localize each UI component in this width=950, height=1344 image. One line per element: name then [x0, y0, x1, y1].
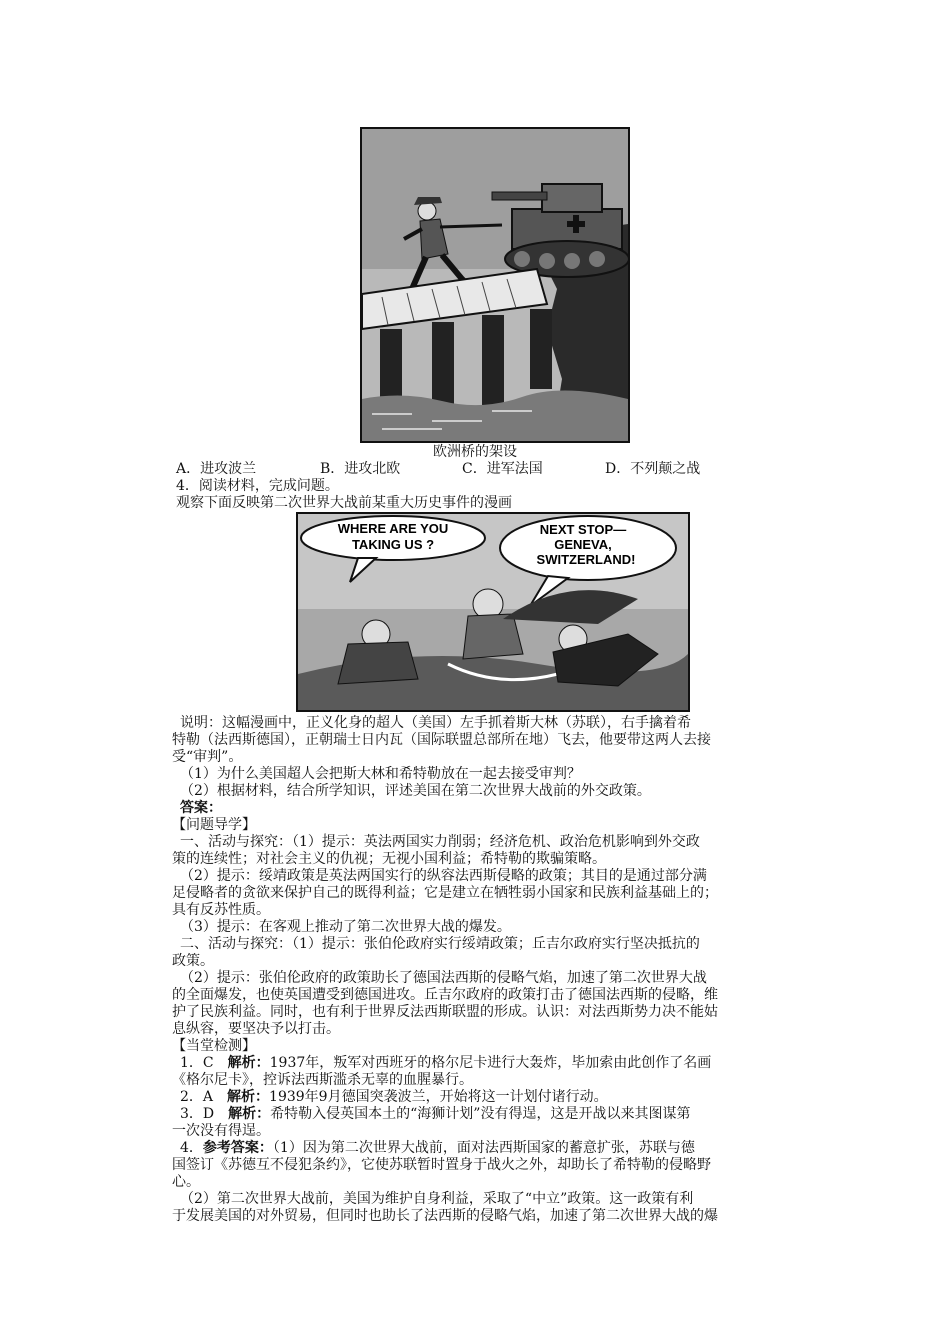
text-line-part: 特勒（法西斯德国），正朝瑞士日内瓦（国际联盟总部所在地）飞去，他要带这两人去接 [172, 732, 711, 748]
text-line [180, 715, 691, 731]
option-a: A．进攻波兰 [176, 461, 257, 477]
bubble-right-line3: SWITZERLAND! [536, 552, 636, 567]
figure1-caption: 欧洲桥的架设 [433, 444, 517, 460]
text-line-part: （1）因为第二次世界大战前，面对法西斯国家的蓄意扩张，苏联与德 [272, 1140, 695, 1156]
text-line-part: 二、活动与探究：（1）提示：张伯伦政府实行绥靖政策；丘吉尔政府实行坚决抵抗的 [180, 936, 700, 952]
text-line-bold-part: 参考答案： [202, 1140, 273, 1156]
option-c: C．进军法国 [462, 461, 543, 477]
text-line-part: 息纵容，要坚决予以打击。 [172, 1021, 340, 1037]
text-line-part: 一次没有得逞。 [172, 1123, 270, 1139]
text-line-part: 护了民族利益。同时，也有利于世界反法西斯联盟的形成。认识：对法西斯势力决不能姑 [172, 1004, 718, 1020]
text-line [172, 732, 711, 748]
text-line [180, 783, 651, 799]
text-line [180, 766, 581, 782]
question-4-title: 4．阅读材料，完成问题。 [176, 478, 339, 494]
bubble-left-line1: WHERE ARE YOU [337, 521, 449, 536]
bubble-right-line1: NEXT STOP— [539, 522, 627, 537]
bridge-cartoon-drawing [362, 129, 628, 441]
text-line-part: （1）为什么美国超人会把斯大林和希特勒放在一起去接受审判？ [180, 766, 581, 782]
text-line [172, 749, 242, 765]
text-line-part: （2）提示：张伯伦政府的政策助长了德国法西斯的侵略气焰，加速了第二次世界大战 [180, 970, 707, 986]
text-line [180, 868, 707, 884]
text-line [172, 1038, 256, 1054]
text-line [180, 936, 700, 952]
text-line-part: 3．D [180, 1106, 229, 1122]
text-line-part: 2．A [180, 1089, 228, 1105]
text-line [180, 970, 707, 986]
text-line [172, 902, 270, 918]
text-line [172, 1004, 718, 1020]
text-line [172, 1174, 200, 1190]
text-line-part: 希特勒入侵英国本土的“海狮计划”没有得逞，这是开战以来其图谋第 [270, 1106, 691, 1122]
question-4-intro: 观察下面反映第二次世界大战前某重大历史事件的漫画 [176, 495, 512, 511]
bubble-right-line2: GENEVA, [554, 537, 612, 552]
text-line [172, 817, 256, 833]
text-line-bold-part: 解析： [228, 1106, 271, 1122]
text-line-part: 策的连续性；对社会主义的仇视；无视小国利益；希特勒的欺骗策略。 [172, 851, 606, 867]
text-line-part: 1937年，叛军对西班牙的格尔尼卡进行大轰炸，毕加索由此创作了名画 [269, 1055, 712, 1071]
text-line-part: （2）根据材料，结合所学知识，评述美国在第二次世界大战前的外交政策。 [180, 783, 651, 799]
text-line-part: （2）第二次世界大战前，美国为维护自身利益，采取了“中立”政策。这一政策有利 [180, 1191, 694, 1207]
text-line-part: 答案： [180, 800, 222, 816]
superman-cartoon-image [296, 512, 690, 712]
text-line-part: 的全面爆发，也使英国遭受到德国进攻。丘吉尔政府的政策打击了德国法西斯的侵略，维 [172, 987, 718, 1003]
text-line [172, 1072, 473, 1088]
text-line [172, 851, 606, 867]
text-line [172, 1021, 340, 1037]
text-line [180, 1089, 608, 1105]
text-line-bold-part: 解析： [227, 1055, 270, 1071]
option-b: B．进攻北欧 [320, 461, 401, 477]
text-line [180, 800, 222, 816]
text-line [180, 1140, 695, 1156]
text-line [172, 1123, 270, 1139]
text-line-part: 1．C [180, 1055, 228, 1071]
text-line [180, 834, 700, 850]
text-line [172, 885, 718, 901]
text-line-part: 具有反苏性质。 [172, 902, 270, 918]
text-line-part: （2）提示：绥靖政策是英法两国实行的纵容法西斯侵略的政策；其目的是通过部分满 [180, 868, 707, 884]
text-line-part: 于发展美国的对外贸易，但同时也助长了法西斯的侵略气焰，加速了第二次世界大战的爆 [172, 1208, 718, 1224]
text-line-part: 受“审判”。 [172, 749, 243, 765]
text-line-part: 心。 [172, 1174, 200, 1190]
bubble-left-line2: TAKING US ? [351, 537, 435, 552]
text-line-part: 一、活动与探究：（1）提示：英法两国实力削弱；经济危机、政治危机影响到外交政 [180, 834, 700, 850]
text-line-part: 政策。 [172, 953, 214, 969]
text-line-part: 足侵略者的贪欲来保护自己的既得利益；它是建立在牺牲弱小国家和民族利益基础上的； [172, 885, 718, 901]
text-line [172, 1157, 711, 1173]
text-line-bold-part: 解析： [227, 1089, 270, 1105]
bridge-cartoon-image [360, 127, 630, 443]
text-line [180, 1055, 711, 1071]
text-line [172, 953, 214, 969]
superman-cartoon-drawing [298, 514, 688, 710]
text-line-part: 【问题导学】 [172, 817, 256, 833]
text-line-part: 《格尔尼卡》，控诉法西斯滥杀无辜的血腥暴行。 [172, 1072, 473, 1088]
text-line [172, 987, 718, 1003]
text-line [180, 919, 511, 935]
text-line-part: 国签订《苏德互不侵犯条约》，它使苏联暂时置身于战火之外，却助长了希特勒的侵略野 [172, 1157, 711, 1173]
text-line-part: 【当堂检测】 [172, 1038, 256, 1054]
text-line-part: 4． [180, 1140, 203, 1156]
text-line-part: 说明：这幅漫画中，正义化身的超人（美国）左手抓着斯大林（苏联），右手擒着希 [180, 715, 691, 731]
text-line [172, 1208, 718, 1224]
option-d: D．不列颠之战 [605, 461, 701, 477]
text-line-part: 1939年9月德国突袭波兰，开始将这一计划付诸行动。 [269, 1089, 608, 1105]
text-line [180, 1106, 690, 1122]
text-line-part: （3）提示：在客观上推动了第二次世界大战的爆发。 [180, 919, 511, 935]
text-line [180, 1191, 693, 1207]
